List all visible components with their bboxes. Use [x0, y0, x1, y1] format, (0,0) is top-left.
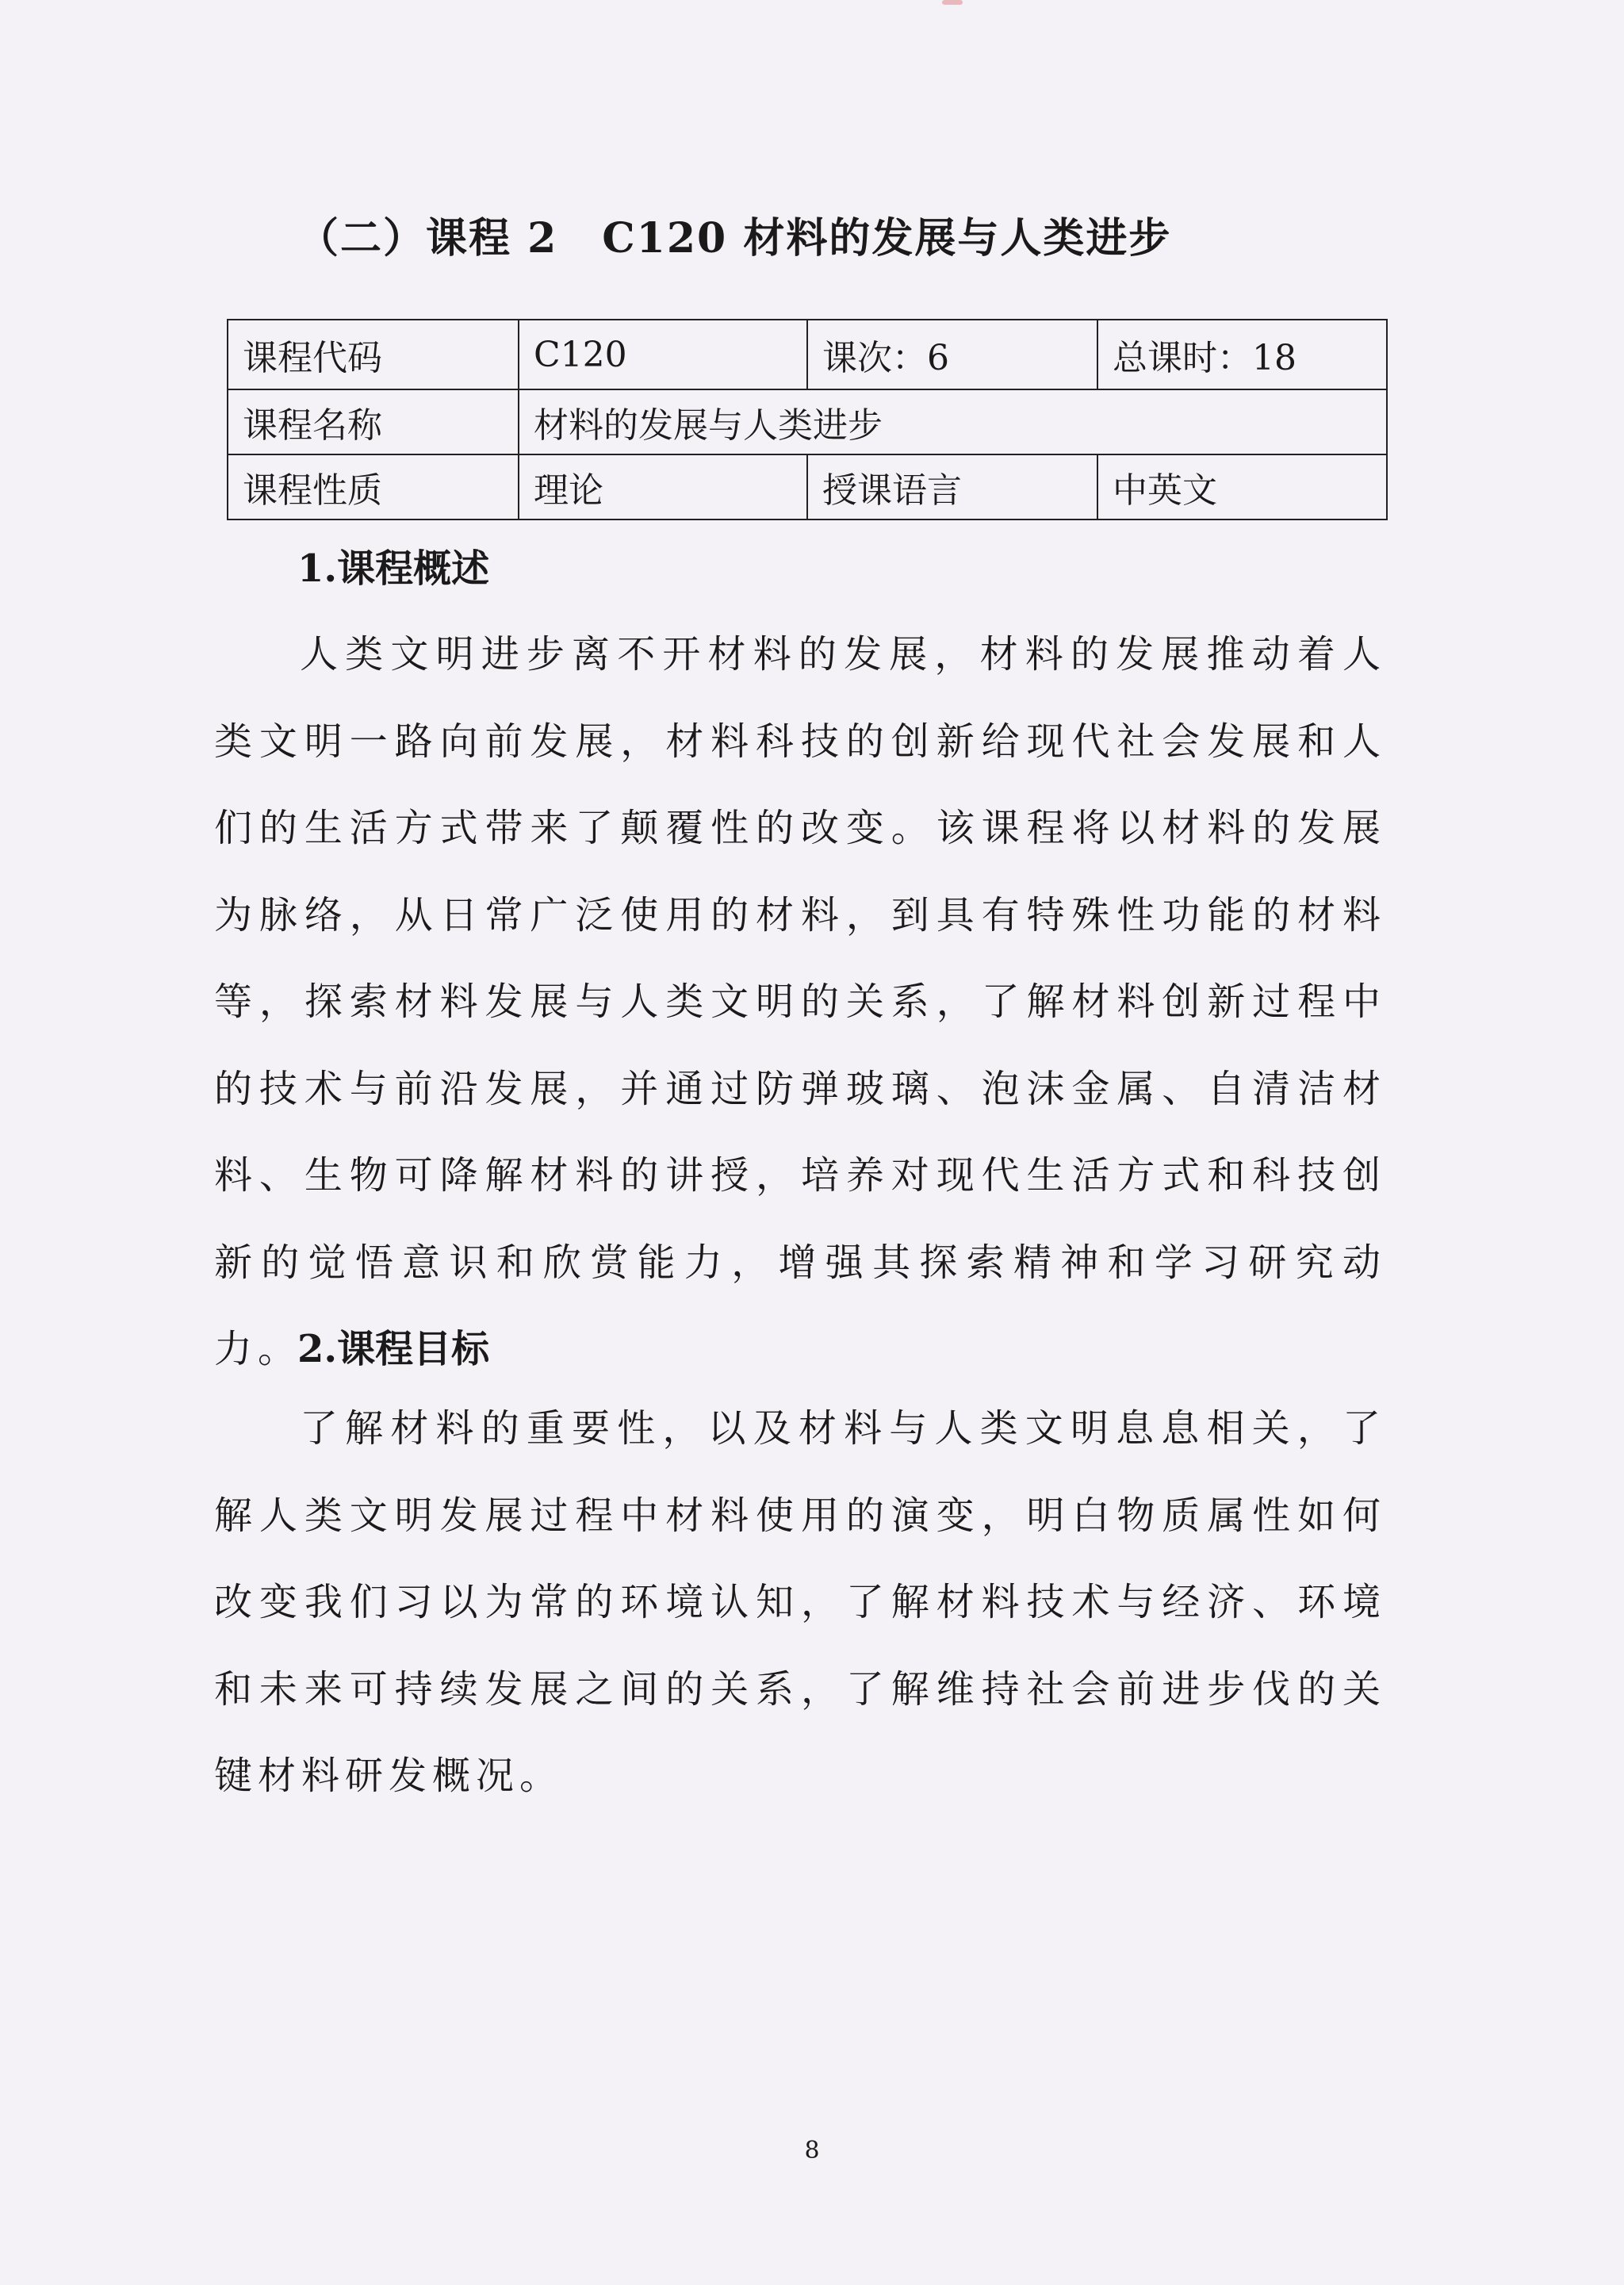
value-course-type: 理论	[519, 454, 807, 519]
label-course-type: 课程性质	[228, 454, 519, 519]
table-row	[228, 454, 1387, 519]
value-sessions: 课次：6	[807, 320, 1097, 389]
page-number: 8	[804, 2137, 820, 2164]
value-total-hours: 总课时：18	[1097, 320, 1387, 389]
course-title-prefix: （二）课程 2	[297, 214, 558, 263]
scan-mark	[942, 0, 963, 5]
label-course-code: 课程代码	[228, 320, 519, 389]
value-course-name: 材料的发展与人类进步	[519, 389, 1387, 454]
label-course-name: 课程名称	[228, 389, 519, 454]
value-course-code: C120	[519, 320, 807, 389]
section-heading-objectives: 2.课程目标	[297, 1327, 490, 1371]
course-info-table	[227, 319, 1388, 520]
table-row	[228, 389, 1387, 454]
course-title	[297, 205, 1171, 264]
course-title-code: C120	[602, 214, 728, 263]
section-body-objectives: 了解材料的重要性，以及材料与人类文明息息相关，了解人类文明发展过程中材料使用的演变，明白物质属性如何改变我们习以为常的环境认知，了解材料技术与经济、环境和未来可持续发展之间的关系，了解维持社会前进步伐的关键材料研发概况。	[214, 1406, 1386, 1798]
table-row	[228, 320, 1387, 389]
label-language: 授课语言	[807, 454, 1097, 519]
section-body-overview: 人类文明进步离不开材料的发展，材料的发展推动着人类文明一路向前发展，材料科技的创新给现代社会发展和人们的生活方式带来了颠覆性的改变。该课程将以材料的发展为脉络，从日常广泛使用的材料，到具有特殊性功能的材料等，探索材料发展与人类文明的关系，了解材料创新过程中的技术与前沿发展，并通过防弹玻璃、泡沫金属、自清洁材料、生物可降解材料的讲授，培养对现代生活方式和科技创新的觉悟意识和欣赏能力，增强其探索精神和学习研究动力。	[214, 632, 1386, 1371]
value-language: 中英文	[1097, 454, 1387, 519]
course-title-name: 材料的发展与人类进步	[743, 214, 1172, 263]
section-heading-overview: 1.课程概述	[297, 546, 490, 591]
